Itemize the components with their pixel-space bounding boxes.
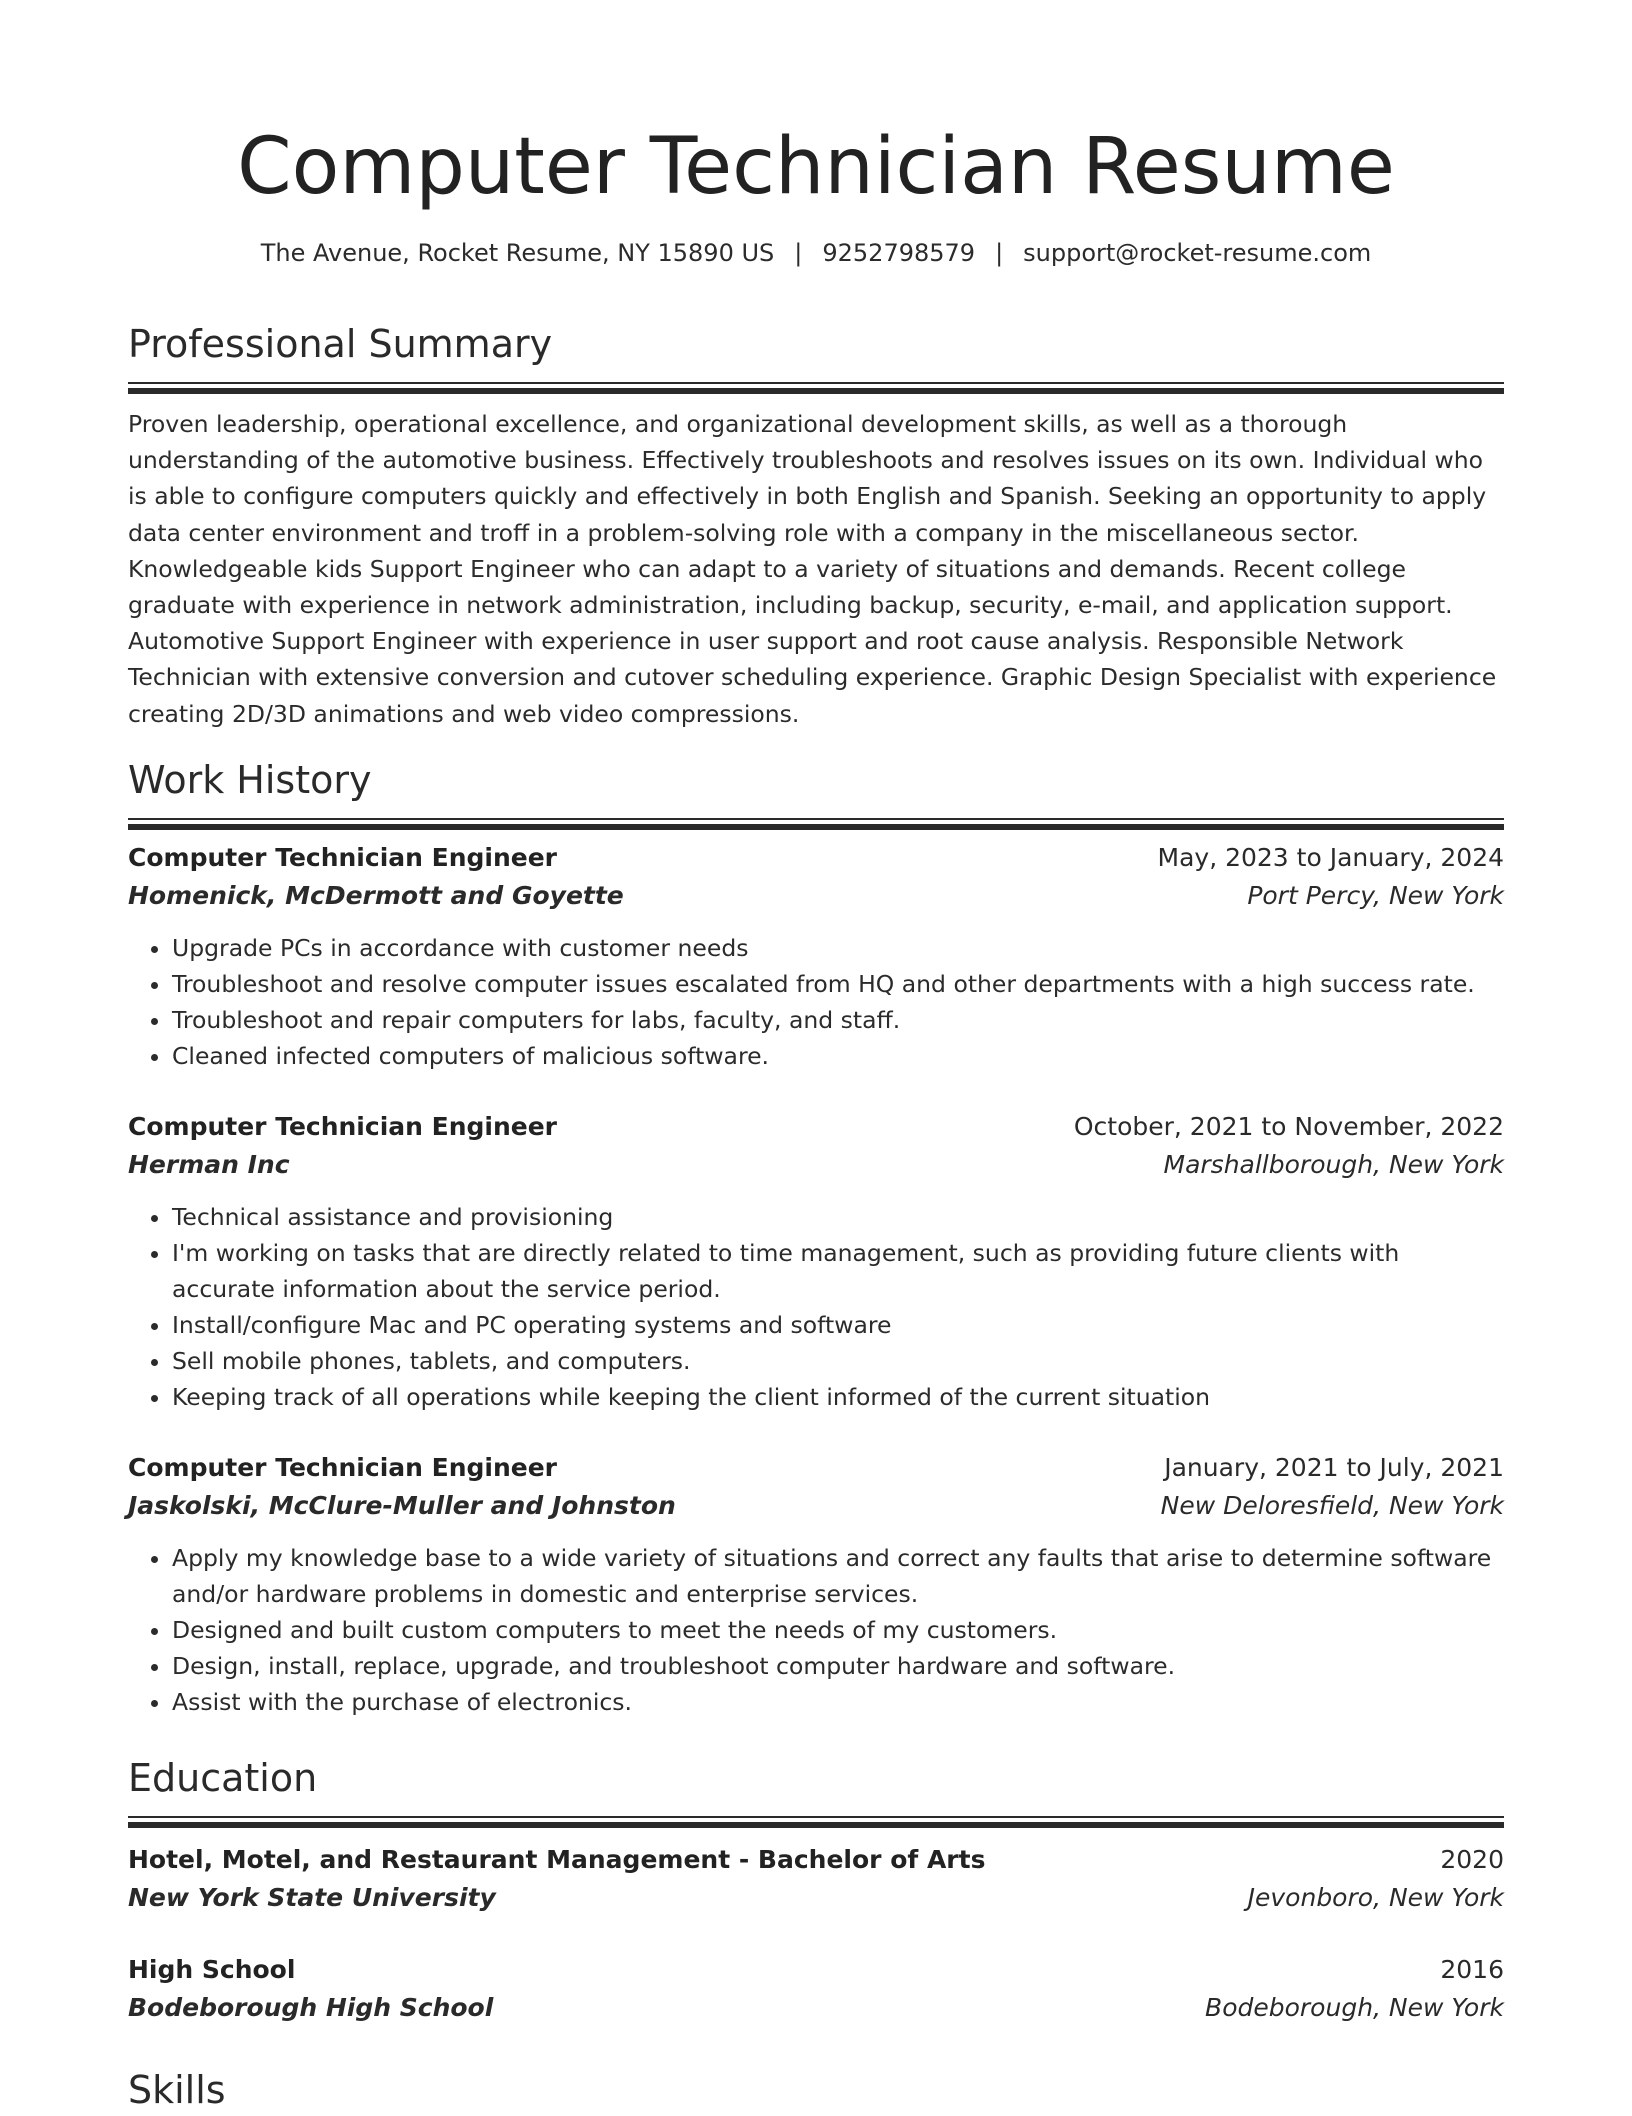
education-degree: High School [128,1955,296,1984]
resume-title: Computer Technician Resume [237,122,1395,212]
bullet-item: • Design, install, replace, upgrade, and troubleshoot computer hardware and software. [172,1648,1504,1684]
education-entry [128,1952,1504,2028]
bullet-item: • Keeping track of all operations while keeping the client informed of the current situation [172,1379,1504,1415]
work-section-header [128,754,1504,830]
section-heading: Education [128,1756,318,1800]
job-bullets [128,930,1504,1074]
education-year: 2016 [1440,1955,1504,1984]
education-school: New York State University [128,1883,496,1912]
job-employer: Herman Inc [128,1150,290,1179]
education-entry [128,1842,1504,1918]
section-divider-thin [128,1816,1504,1818]
education-location: Bodeborough, New York [1205,1993,1504,2022]
section-divider-thin [128,382,1504,384]
job-location: Marshallborough, New York [1163,1150,1504,1179]
section-divider-thick [128,824,1504,830]
education-year: 2020 [1440,1845,1504,1874]
job-dates: January, 2021 to July, 2021 [1164,1453,1504,1482]
section-divider-thin [128,818,1504,820]
bullet-item: • Sell mobile phones, tablets, and computers. [172,1343,1504,1379]
job-bullets [128,1540,1504,1720]
contact-address: The Avenue, Rocket Resume, NY 15890 US [260,239,775,267]
summary-text: Proven leadership, operational excellence, and organizational development skills, as well as a thorough understanding of the automotive business. Effectively troubleshoots and resolves issues on its own. Individual who is able to configure computers quickly and effectively in both English and Spanish. Seeking an opportunity to apply data center environment and troff in a problem-solving role with a company in the miscellaneous sector. Knowledgeable kids Support Engineer who can adapt to a variety of situations and demands. Recent college graduate with experience in network administration, including backup, security, e-mail, and application support. Automotive Support Engineer with experience in user support and root cause analysis. Responsible Network Technician with extensive conversion and cutover scheduling experience. Graphic Design Specialist with experience creating 2D/3D animations and web video compressions. [128,410,1497,728]
job-title: Computer Technician Engineer [128,843,558,872]
bullet-item: • Assist with the purchase of electronics. [172,1684,1504,1720]
bullet-item: • Cleaned infected computers of malicious software. [172,1038,1504,1074]
bullet-item: • Troubleshoot and repair computers for labs, faculty, and staff. [172,1002,1504,1038]
job-employer: Jaskolski, McClure-Muller and Johnston [128,1491,676,1520]
job-bullets [128,1199,1504,1415]
contact-phone: 9252798579 [822,239,976,267]
bullet-item: • Troubleshoot and resolve computer issues escalated from HQ and other departments with a high success rate. [172,966,1504,1002]
section-divider-thick [128,1822,1504,1828]
job-dates: May, 2023 to January, 2024 [1157,843,1504,872]
contact-separator: | [794,239,803,267]
section-heading: Skills [128,2068,226,2112]
job-employer: Homenick, McDermott and Goyette [128,881,624,910]
bullet-item: • Apply my knowledge base to a wide variety of situations and correct any faults that arise to determine software and/or hardware problems in domestic and enterprise services. [172,1540,1504,1612]
job-entry [128,1109,1504,1415]
job-entry [128,840,1504,1074]
summary-section-header [128,318,1504,394]
job-title: Computer Technician Engineer [128,1112,558,1141]
education-school: Bodeborough High School [128,1993,494,2022]
job-title: Computer Technician Engineer [128,1453,558,1482]
section-divider-thick [128,388,1504,394]
education-degree: Hotel, Motel, and Restaurant Management - Bachelor of Arts [128,1845,986,1874]
section-heading: Professional Summary [128,322,553,366]
job-dates: October, 2021 to November, 2022 [1073,1112,1504,1141]
bullet-item: • Install/configure Mac and PC operating systems and software [172,1307,1504,1343]
contact-email: support@rocket-resume.com [1023,239,1372,267]
education-section-header [128,1752,1504,1828]
bullet-item: • I'm working on tasks that are directly related to time management, such as providing future clients with accurate information about the service period. [172,1235,1504,1307]
bullet-item: • Designed and built custom computers to meet the needs of my customers. [172,1612,1504,1648]
education-location: Jevonboro, New York [1247,1883,1504,1912]
contact-separator: | [995,239,1004,267]
job-location: Port Percy, New York [1247,881,1504,910]
section-heading: Work History [128,758,372,802]
bullet-item: • Upgrade PCs in accordance with customer needs [172,930,1504,966]
skills-section-header [128,2064,1504,2116]
bullet-item: • Technical assistance and provisioning [172,1199,1504,1235]
job-location: New Deloresfield, New York [1160,1491,1504,1520]
job-entry [128,1450,1504,1720]
contact-line [128,236,1504,270]
